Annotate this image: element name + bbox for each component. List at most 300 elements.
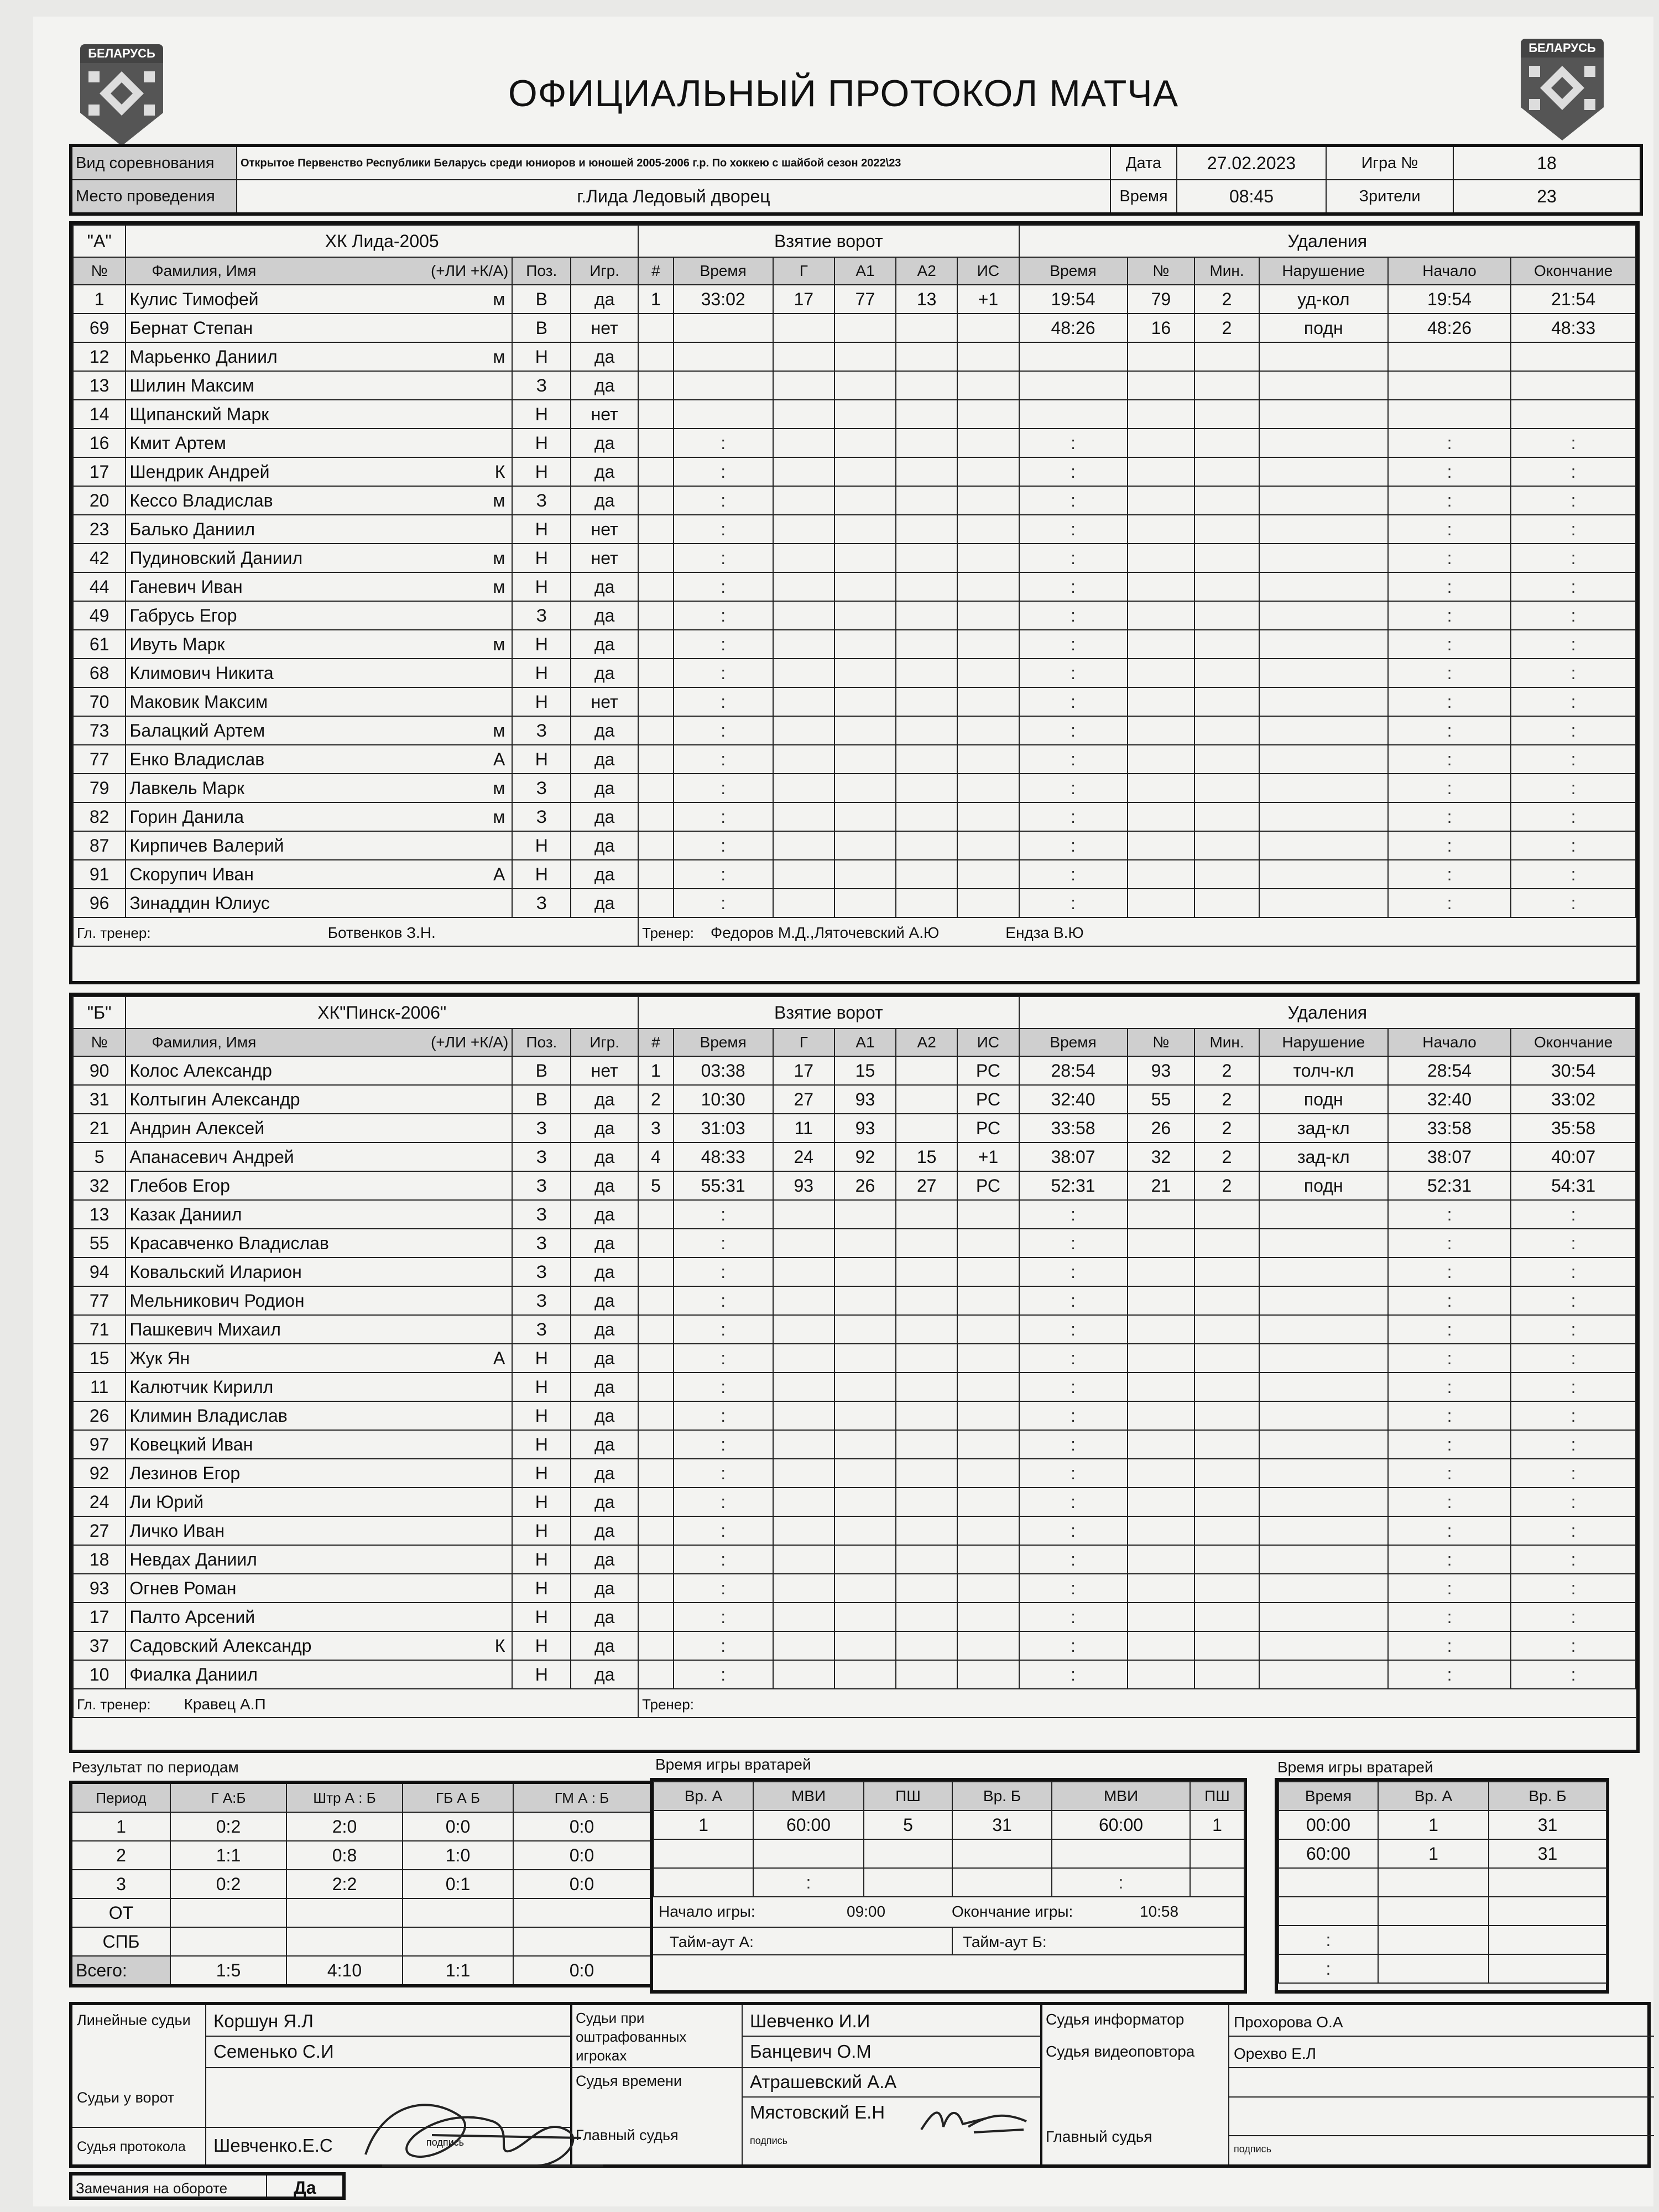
player-name: Лавкель Марк (129, 778, 245, 798)
player-row (73, 1114, 1636, 1142)
goal-empty (834, 687, 896, 716)
goal-empty (957, 342, 1019, 371)
goal-empty (834, 429, 896, 457)
player-name: Мельникович Родион (129, 1290, 305, 1311)
penalty-empty: : (1388, 745, 1511, 774)
goal-empty (834, 716, 896, 745)
goal-g: 93 (773, 1171, 834, 1200)
player-number: 55 (73, 1229, 126, 1258)
goal-empty: : (674, 1574, 773, 1603)
period-header: Г А:Б (170, 1782, 286, 1812)
player-position: В (512, 1056, 571, 1085)
goal-empty (773, 889, 834, 917)
penalty-empty: : (1511, 1631, 1636, 1660)
penalty-empty: : (1511, 601, 1636, 630)
goal-is: РС (957, 1114, 1019, 1142)
player-name: Ганевич Иван (129, 576, 243, 597)
goal-empty (834, 544, 896, 572)
penalty-empty (1194, 1373, 1259, 1401)
goal-empty: : (674, 515, 773, 544)
player-name: Палто Арсений (129, 1606, 255, 1627)
player-mark: м (493, 547, 505, 568)
penalty-empty: : (1019, 544, 1128, 572)
player-name: Огнев Роман (129, 1578, 237, 1598)
goal-empty (834, 1488, 896, 1516)
player-played: да (571, 342, 638, 371)
penalty-empty: : (1388, 601, 1511, 630)
player-row (73, 745, 1636, 774)
penalty-empty: : (1019, 745, 1128, 774)
penalty-empty: : (1511, 1200, 1636, 1229)
goal-empty (957, 1488, 1019, 1516)
timeout-a-label: Тайм-аут А: (670, 1933, 754, 1950)
goal-empty (773, 1488, 834, 1516)
goal-empty (957, 1459, 1019, 1488)
goal-empty: : (674, 1286, 773, 1315)
period-total: 0:0 (513, 1956, 651, 1986)
player-name: Лезинов Егор (129, 1463, 241, 1483)
goal-empty (773, 342, 834, 371)
player-position: Н (512, 572, 571, 601)
gk2-cell: 00:00 (1279, 1811, 1378, 1839)
penalty-empty: : (1019, 601, 1128, 630)
penalty-empty (1128, 457, 1195, 486)
penbox-judge-2: Банцевич О.М (750, 2041, 872, 2062)
video-judge-label: Судья видеоповтора (1046, 2043, 1195, 2060)
penalty-min: 2 (1194, 314, 1259, 342)
player-row (73, 1545, 1636, 1574)
goal-empty (834, 1574, 896, 1603)
goal-a2 (896, 1056, 957, 1085)
goal-empty: : (674, 457, 773, 486)
goal-empty (896, 314, 957, 342)
goal-g: 17 (773, 285, 834, 314)
penalty-empty (1259, 889, 1388, 917)
player-name: Красавченко Владислав (129, 1233, 329, 1253)
goal-empty (834, 1516, 896, 1545)
goal-empty (896, 400, 957, 429)
penalty-empty: : (1511, 860, 1636, 889)
goal-empty (773, 1574, 834, 1603)
goal-empty (773, 860, 834, 889)
penalty-empty: : (1511, 716, 1636, 745)
penalty-empty (1128, 1430, 1195, 1459)
officials-box (69, 2002, 1651, 2168)
goal-empty (834, 1401, 896, 1430)
col-header-g-is: ИС (957, 257, 1019, 285)
penalty-empty (1128, 860, 1195, 889)
penalty-empty (1128, 371, 1195, 400)
player-played: да (571, 745, 638, 774)
penalty-end: 30:54 (1511, 1056, 1636, 1085)
player-played: нет (571, 687, 638, 716)
goal-empty (638, 745, 674, 774)
player-name-cell (126, 544, 512, 572)
penalty-empty (1128, 342, 1195, 371)
referee2-sign-label: подпись (1234, 2143, 1272, 2154)
scorer-label: Судья протокола (77, 2139, 186, 2154)
gk2-empty (1279, 1897, 1378, 1926)
penalty-empty (1259, 371, 1388, 400)
penalty-empty: : (1511, 1545, 1636, 1574)
gk-table (653, 1781, 1245, 1897)
penalty-viol: зад-кл (1259, 1142, 1388, 1171)
penalty-empty (1019, 342, 1128, 371)
player-number: 27 (73, 1516, 126, 1545)
team-a-table (72, 225, 1636, 947)
goal-empty (834, 860, 896, 889)
goal-empty (834, 1200, 896, 1229)
penalty-empty (1128, 601, 1195, 630)
gk-header: ПШ (1190, 1782, 1244, 1811)
penalty-empty (1128, 1344, 1195, 1373)
goal-empty (773, 1258, 834, 1286)
player-name-cell (126, 745, 512, 774)
player-number: 91 (73, 860, 126, 889)
goal-empty (957, 1603, 1019, 1631)
goal-empty (957, 1200, 1019, 1229)
penalty-empty (1194, 1258, 1259, 1286)
player-position: В (512, 1085, 571, 1114)
player-row (73, 860, 1636, 889)
goal-empty (957, 601, 1019, 630)
gk2-table (1278, 1781, 1607, 1984)
team-b-section (69, 993, 1640, 1753)
player-played: да (571, 774, 638, 802)
goal-empty (896, 1229, 957, 1258)
player-played: да (571, 1660, 638, 1689)
penalty-empty: : (1511, 457, 1636, 486)
player-position: В (512, 314, 571, 342)
player-played: да (571, 457, 638, 486)
goal-empty (957, 1373, 1019, 1401)
penalty-empty (1259, 687, 1388, 716)
goal-empty (638, 1258, 674, 1286)
col-header-play: Игр. (571, 257, 638, 285)
head-coach-name: Ботвенков З.Н. (327, 924, 436, 941)
goal-empty (896, 572, 957, 601)
penalty-empty: : (1511, 1258, 1636, 1286)
goal-empty (957, 745, 1019, 774)
penalty-n: 26 (1128, 1114, 1195, 1142)
col-header-num: № (73, 257, 126, 285)
player-played: да (571, 1229, 638, 1258)
goal-empty (773, 1373, 834, 1401)
goal-empty (834, 1373, 896, 1401)
penalty-empty (1259, 1516, 1388, 1545)
goals-title: Взятие ворот (638, 997, 1019, 1029)
penalty-empty: : (1511, 1459, 1636, 1488)
player-number: 37 (73, 1631, 126, 1660)
penalty-empty: : (1511, 1401, 1636, 1430)
penalty-empty (1259, 1258, 1388, 1286)
col-header-p-min: Мин. (1194, 257, 1259, 285)
player-name-cell (126, 601, 512, 630)
player-name-cell (126, 371, 512, 400)
goal-empty (674, 371, 773, 400)
penalty-empty (1194, 889, 1259, 917)
goal-h: 1 (638, 1056, 674, 1085)
penalty-empty (1259, 774, 1388, 802)
penalty-end: 54:31 (1511, 1171, 1636, 1200)
player-number: 42 (73, 544, 126, 572)
penalty-empty (1259, 1315, 1388, 1344)
penalty-start: 33:58 (1388, 1114, 1511, 1142)
penalty-empty (1259, 1401, 1388, 1430)
penalty-empty: : (1388, 1488, 1511, 1516)
penalty-empty (1128, 630, 1195, 659)
player-number: 5 (73, 1142, 126, 1171)
goal-empty (638, 601, 674, 630)
period-cell (170, 1927, 286, 1956)
player-played: нет (571, 544, 638, 572)
goal-empty (638, 1286, 674, 1315)
goal-empty (957, 371, 1019, 400)
penalty-empty (1194, 601, 1259, 630)
period-total: Всего: (71, 1956, 170, 1986)
penalty-empty (1259, 1344, 1388, 1373)
player-mark: А (493, 749, 505, 769)
gk2-empty (1489, 1954, 1606, 1983)
penalty-empty (1194, 745, 1259, 774)
goal-empty (896, 371, 957, 400)
player-name: Ли Юрий (129, 1491, 204, 1512)
player-position: З (512, 802, 571, 831)
goal-empty (773, 1459, 834, 1488)
col-header-g-is: ИС (957, 1029, 1019, 1056)
penalty-empty: : (1388, 1660, 1511, 1689)
period-cell: 0:2 (170, 1870, 286, 1898)
player-row (73, 486, 1636, 515)
player-mark: К (494, 461, 505, 482)
goal-empty (834, 1459, 896, 1488)
player-mark: м (493, 634, 505, 654)
penalty-empty (1019, 371, 1128, 400)
player-played: да (571, 285, 638, 314)
scorer-sign-label: подпись (426, 2137, 465, 2148)
period-cell (513, 1898, 651, 1927)
goal-empty (834, 774, 896, 802)
penalty-empty (1128, 1200, 1195, 1229)
gk2-empty (1378, 1868, 1489, 1897)
goal-empty (773, 1286, 834, 1315)
goal-empty (957, 400, 1019, 429)
penalty-empty (1194, 1315, 1259, 1344)
goal-time: 03:38 (674, 1056, 773, 1085)
col-header-p-end: Окончание (1511, 1029, 1636, 1056)
player-name: Кессо Владислав (129, 490, 273, 510)
col-header-p-min: Мин. (1194, 1029, 1259, 1056)
protocol-sheet (33, 17, 1653, 2206)
player-name-cell (126, 774, 512, 802)
goal-empty (773, 745, 834, 774)
player-played: да (571, 630, 638, 659)
penalty-empty (1259, 1459, 1388, 1488)
penalty-empty (1194, 1344, 1259, 1373)
col-header-name (126, 257, 512, 285)
period-total: 1:1 (403, 1956, 513, 1986)
player-name: Глебов Егор (129, 1175, 230, 1196)
penalty-viol: подн (1259, 1171, 1388, 1200)
penalties-title: Удаления (1019, 225, 1636, 257)
linesmen-label: Линейные судьи (77, 2012, 191, 2028)
player-row (73, 314, 1636, 342)
goal-empty (896, 1344, 957, 1373)
period-header: ГМ А : Б (513, 1782, 651, 1812)
goal-empty: : (674, 1373, 773, 1401)
penalty-n: 55 (1128, 1085, 1195, 1114)
goal-empty (896, 831, 957, 860)
player-position: Н (512, 1488, 571, 1516)
penalty-empty (1259, 1545, 1388, 1574)
place-label: Место проведения (71, 180, 237, 214)
start-value: 09:00 (847, 1903, 886, 1920)
player-played: да (571, 1603, 638, 1631)
player-position: Н (512, 1631, 571, 1660)
goal-empty (896, 889, 957, 917)
player-name-cell (126, 1085, 512, 1114)
goal-empty (896, 1315, 957, 1344)
gk-header: МВИ (1052, 1782, 1190, 1811)
period-cell: 0:8 (286, 1841, 403, 1870)
player-row (73, 1142, 1636, 1171)
player-position: Н (512, 1373, 571, 1401)
player-played: да (571, 860, 638, 889)
player-played: да (571, 1401, 638, 1430)
player-row (73, 400, 1636, 429)
goal-empty: : (674, 1603, 773, 1631)
penalty-empty (1511, 400, 1636, 429)
goal-empty (896, 659, 957, 687)
goal-empty: : (674, 1401, 773, 1430)
goal-a2: 13 (896, 285, 957, 314)
gk2-empty: : (1279, 1926, 1378, 1954)
player-mark: м (493, 576, 505, 597)
penalty-viol: зад-кл (1259, 1114, 1388, 1142)
timekeeper-label: Судья времени (576, 2073, 682, 2089)
goal-empty (896, 687, 957, 716)
goal-empty: : (674, 544, 773, 572)
player-name-cell (126, 1574, 512, 1603)
goal-empty (834, 457, 896, 486)
penalty-start: 28:54 (1388, 1056, 1511, 1085)
player-row (73, 802, 1636, 831)
goal-empty (773, 572, 834, 601)
player-position: З (512, 371, 571, 400)
player-name-cell (126, 1660, 512, 1689)
goal-empty (957, 429, 1019, 457)
head-coach-label: Гл. тренер: (77, 924, 151, 941)
player-name: Калютчик Кирилл (129, 1376, 274, 1397)
player-number: 23 (73, 515, 126, 544)
penalty-empty (1194, 630, 1259, 659)
player-name: Андрин Алексей (129, 1118, 265, 1138)
penalty-empty (1259, 515, 1388, 544)
col-header-num: № (73, 1029, 126, 1056)
player-name: Колтыгин Александр (129, 1089, 300, 1109)
goal-empty (834, 314, 896, 342)
gk-empty: : (753, 1868, 864, 1897)
penalty-empty (1194, 1488, 1259, 1516)
penalty-n: 79 (1128, 285, 1195, 314)
player-name: Садовский Александр (129, 1635, 312, 1656)
penalty-empty (1128, 429, 1195, 457)
period-cell: 0:0 (513, 1841, 651, 1870)
player-played: да (571, 1459, 638, 1488)
player-name-cell (126, 1516, 512, 1545)
goal-h: 4 (638, 1142, 674, 1171)
player-row (73, 831, 1636, 860)
penalty-empty (1128, 1488, 1195, 1516)
player-number: 17 (73, 1603, 126, 1631)
penalty-empty (1128, 1459, 1195, 1488)
player-number: 96 (73, 889, 126, 917)
player-row (73, 457, 1636, 486)
player-row (73, 1660, 1636, 1689)
period-cell: 3 (71, 1870, 170, 1898)
col-header-p-start: Начало (1388, 1029, 1511, 1056)
goal-empty: : (674, 486, 773, 515)
gk2-cell: 31 (1489, 1811, 1606, 1839)
penalty-empty (1259, 601, 1388, 630)
player-number: 21 (73, 1114, 126, 1142)
goal-empty (638, 1373, 674, 1401)
player-position: Н (512, 1574, 571, 1603)
penalty-empty (1194, 1545, 1259, 1574)
penalty-empty: : (1019, 802, 1128, 831)
coach-cell (638, 1689, 1636, 1718)
goal-is: РС (957, 1171, 1019, 1200)
player-played: да (571, 1085, 638, 1114)
goal-empty (834, 342, 896, 371)
player-position: З (512, 1286, 571, 1315)
player-position: Н (512, 1660, 571, 1689)
goal-empty (773, 1315, 834, 1344)
penbox-judge-1: Шевченко И.И (750, 2011, 870, 2031)
penalty-min: 2 (1194, 1056, 1259, 1085)
period-row (71, 1812, 651, 1841)
penalty-end: 21:54 (1511, 285, 1636, 314)
period-cell: 1 (71, 1812, 170, 1841)
col-header-g-hash: # (638, 1029, 674, 1056)
goal-empty (834, 831, 896, 860)
player-number: 26 (73, 1401, 126, 1430)
penalty-empty: : (1019, 1603, 1128, 1631)
penalty-empty: : (1388, 831, 1511, 860)
penalty-empty (1259, 1660, 1388, 1689)
player-position: З (512, 1171, 571, 1200)
player-name: Горин Данила (129, 806, 244, 827)
goal-empty (638, 1603, 674, 1631)
penalty-empty: : (1019, 1545, 1128, 1574)
penalty-n: 21 (1128, 1171, 1195, 1200)
penalty-empty: : (1388, 659, 1511, 687)
player-played: да (571, 716, 638, 745)
col-header-p-time: Время (1019, 257, 1128, 285)
penalty-empty (1388, 342, 1511, 371)
penalty-empty (1128, 1574, 1195, 1603)
player-name-cell (126, 400, 512, 429)
goal-empty (896, 457, 957, 486)
goal-is: +1 (957, 285, 1019, 314)
penalties-title: Удаления (1019, 997, 1636, 1029)
penalty-empty (1128, 1631, 1195, 1660)
goal-empty (957, 1660, 1019, 1689)
player-number: 49 (73, 601, 126, 630)
player-name: Климович Никита (129, 662, 274, 683)
goal-empty (638, 371, 674, 400)
goal-empty: : (674, 630, 773, 659)
